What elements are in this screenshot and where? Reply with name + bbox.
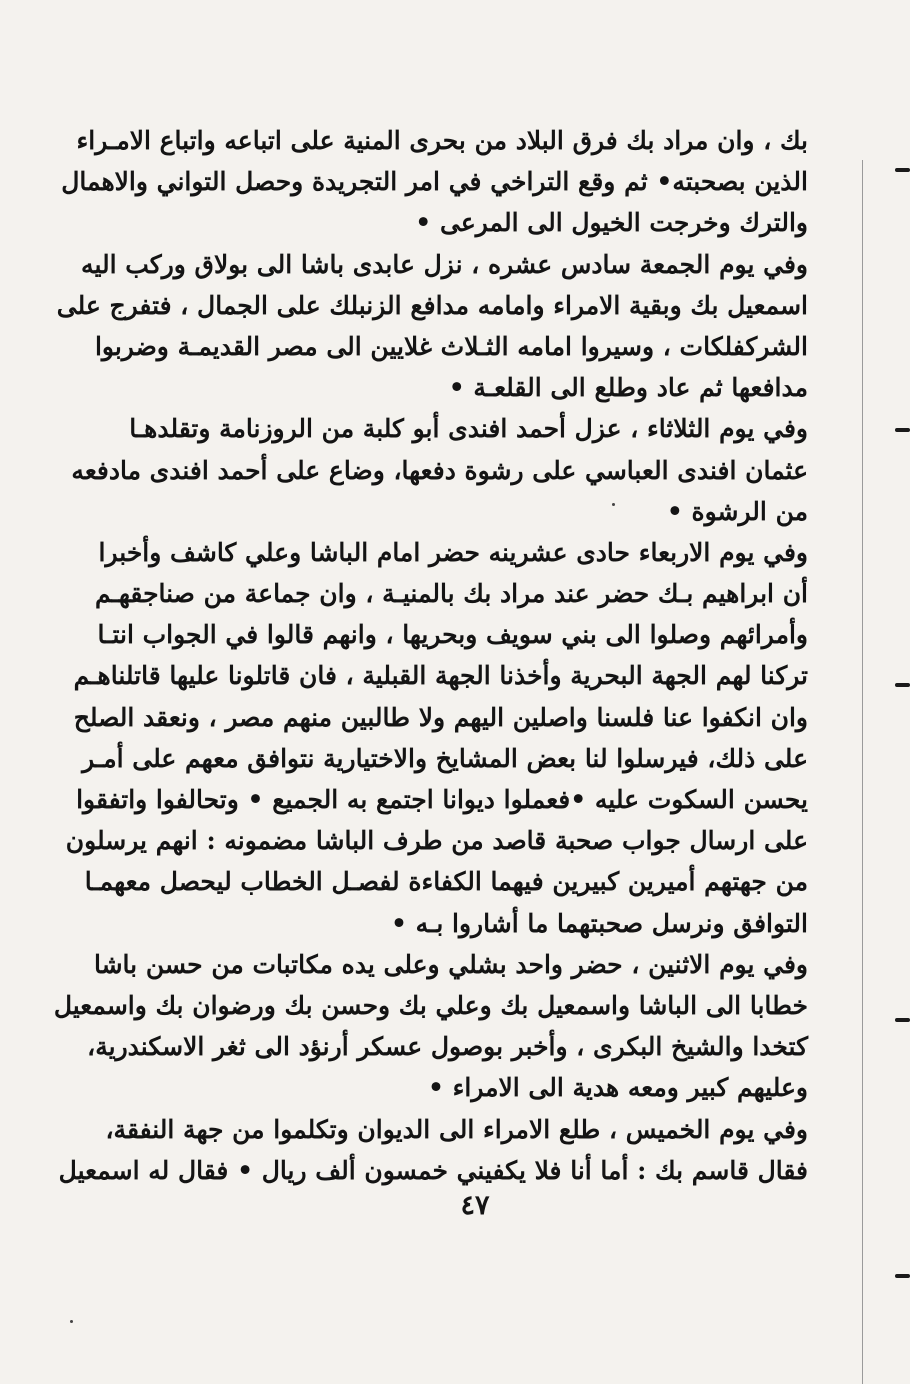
text-line: يحسن السكوت عليه •فعملوا ديوانا اجتمع به الجميع • وتحالفوا واتفقوا — [76, 785, 808, 814]
text-line: وان انكفوا عنا فلسنا واصلين اليهم ولا طالبين منهم مصر ، ونعقد الصلح — [73, 702, 808, 732]
body-text — [53, 120, 808, 1191]
text-line: على ذلك، فيرسلوا لنا بعض المشايخ والاختيارية نتوافق معهم على أمـر — [82, 743, 808, 773]
margin-mark — [895, 1274, 910, 1278]
text-line: بك ، وان مراد بك فرق البلاد من بحرى المنية على اتباعه واتباع الامـراء — [76, 126, 808, 155]
text-line: تركنا لهم الجهة البحرية وأخذنا الجهة القبلية ، فان قاتلونا عليها قاتلناهـم — [73, 661, 808, 691]
text-line: وفي يوم الاربعاء حادى عشرينه حضر امام الباشا وعلي كاشف وأخبرا — [98, 537, 808, 567]
text-line: اسمعيل بك وبقية الامراء وامامه مدافع الزنبلك على الجمال ، فتفرج على — [56, 290, 808, 320]
page-number: ٤٧ — [460, 1190, 490, 1221]
text-line: أن ابراهيم بـك حضر عند مراد بك بالمنيـة ، وان جماعة من صناجقهـم — [94, 579, 808, 609]
text-line: الشركفلكات ، وسيروا امامه الثـلاث غلايين الى مصر القديمـة وضربوا — [94, 331, 808, 361]
text-line: من جهتهم أميرين كبيرين فيهما الكفاءة لفصـل الخطاب ليحصل معهمـا — [84, 867, 808, 897]
text-line: التوافق ونرسل صحبتهما ما أشاروا بـه • — [390, 908, 808, 938]
text-line: وفي يوم الجمعة سادس عشره ، نزل عابدى باشا الى بولاق وركب اليه — [81, 249, 808, 279]
margin-mark — [895, 168, 910, 172]
text-line: خطابا الى الباشا واسمعيل بك وعلي بك وحسن بك ورضوان بك واسمعيل — [53, 990, 808, 1020]
text-line: وأمرائهم وصلوا الى بني سويف وبحريها ، وانهم قالوا في الجواب انتـا — [97, 620, 808, 650]
text-line: كتخدا والشيخ البكرى ، وأخبر بوصول عسكر أرنؤد الى ثغر الاسكندرية، — [87, 1032, 808, 1062]
margin-mark — [895, 1018, 910, 1022]
text-line: عثمان افندى العباسي على رشوة دفعها، وضاع على أحمد افندى مادفعه — [71, 455, 808, 485]
margin-mark — [895, 683, 910, 687]
margin-mark — [895, 428, 910, 432]
text-line: والترك وخرجت الخيول الى المرعى • — [415, 208, 808, 238]
text-line: مدافعها ثم عاد وطلع الى القلعـة • — [448, 373, 808, 403]
text-line: وعليهم كبير ومعه هدية الى الامراء • — [427, 1073, 808, 1103]
text-line: فقال قاسم بك : أما أنا فلا يكفيني خمسون ألف ريال • فقال له اسمعيل — [58, 1155, 808, 1185]
text-line: وفي يوم الخميس ، طلع الامراء الى الديوان وتكلموا من جهة النفقة، — [105, 1114, 808, 1144]
text-line: من الرشوة • — [666, 496, 808, 526]
text-line: وفي يوم الثلاثاء ، عزل أحمد افندى أبو كلبة من الروزنامة وتقلدهـا — [129, 414, 808, 444]
text-line: على ارسال جواب صحبة قاصد من طرف الباشا مضمونه : انهم يرسلون — [65, 826, 808, 856]
text-line: وفي يوم الاثنين ، حضر واحد بشلي وعلى يده مكاتبات من حسن باشا — [93, 949, 808, 979]
paper-speck — [70, 1320, 73, 1323]
text-line: الذين بصحبته• ثم وقع التراخي في امر التجريدة وحصل التواني والاهمال — [61, 167, 808, 197]
